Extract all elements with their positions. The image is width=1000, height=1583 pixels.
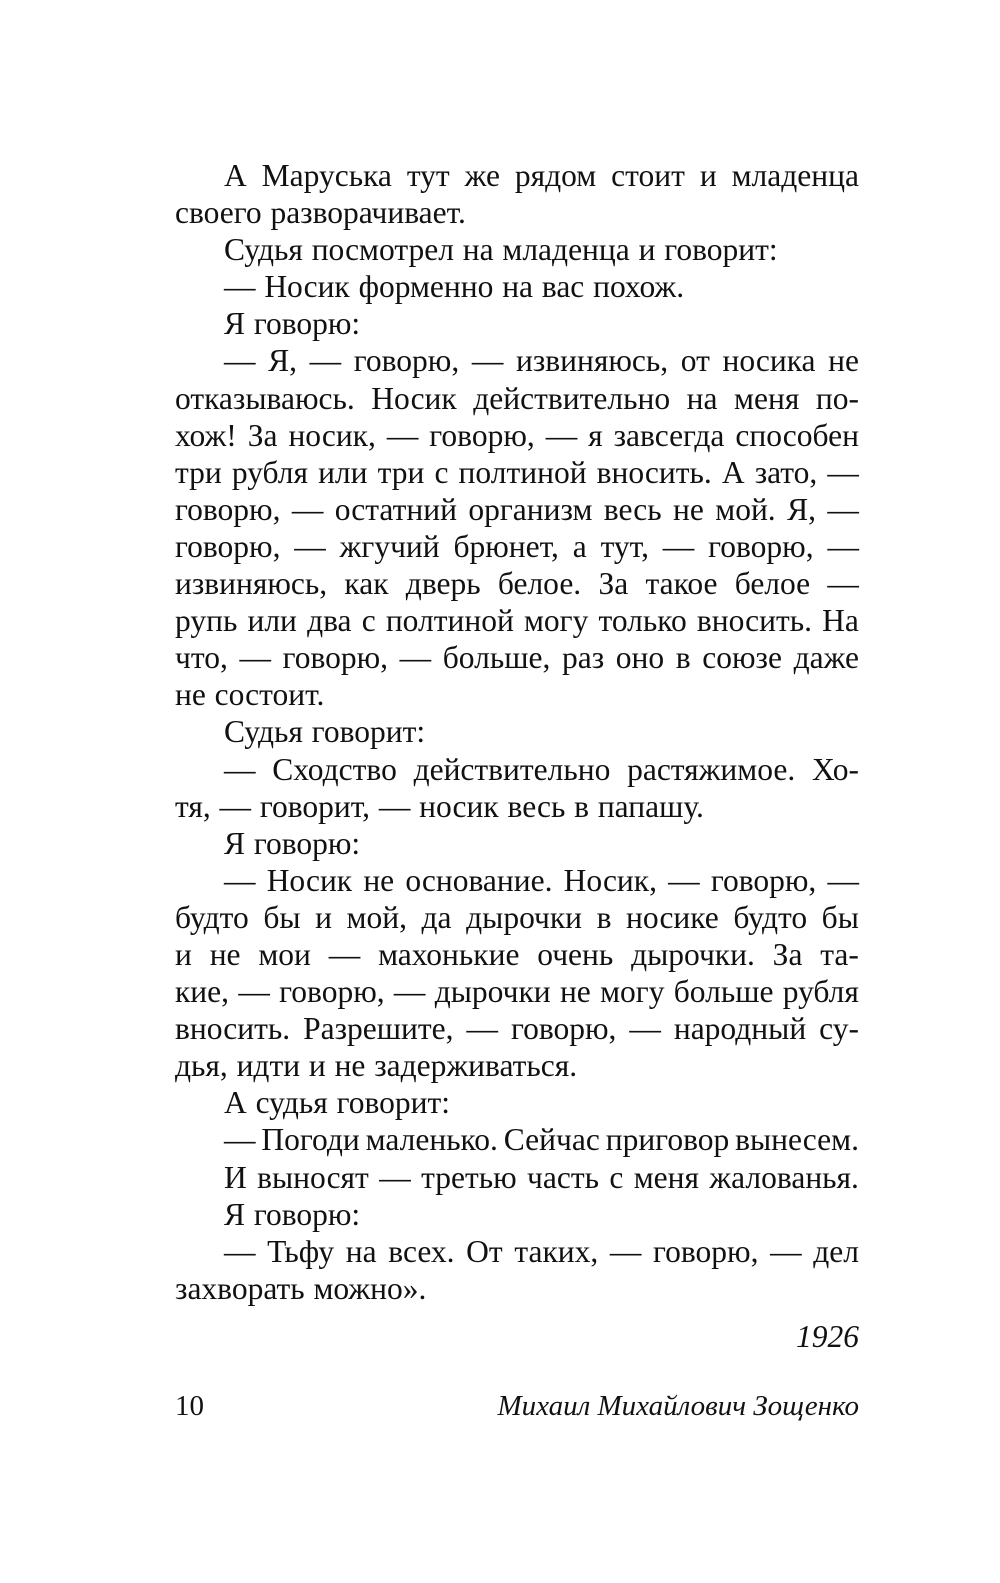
- text-line: [175, 862, 859, 899]
- word: такое: [645, 566, 718, 602]
- word: извиняюсь,: [175, 566, 328, 602]
- text-line: [175, 1270, 859, 1307]
- word: не: [363, 862, 395, 898]
- word: —: [609, 1233, 642, 1269]
- word: с: [361, 603, 376, 639]
- word: бы: [821, 899, 859, 935]
- word: на: [502, 269, 534, 305]
- word: мои: [258, 936, 311, 972]
- word: как: [344, 566, 389, 602]
- word: выносят: [257, 1159, 369, 1195]
- word: я: [588, 417, 603, 453]
- word: брюнет,: [453, 528, 559, 564]
- word: Я: [224, 825, 246, 861]
- word: говорю,: [708, 528, 814, 564]
- word: полтиной: [458, 454, 587, 490]
- word: стоит: [611, 158, 685, 193]
- word: носик,: [288, 417, 376, 453]
- word: а: [572, 528, 587, 564]
- word: не: [828, 343, 859, 379]
- text-line: [175, 231, 859, 268]
- word: говорю,: [175, 491, 281, 527]
- word: говорю,: [510, 1011, 617, 1047]
- word: —: [224, 269, 256, 305]
- word: приговор: [605, 1122, 730, 1158]
- word: дья,: [175, 1048, 228, 1084]
- word: —: [224, 343, 256, 379]
- word: папашу.: [597, 788, 704, 824]
- running-footer-author: Михаил Михайлович Зощенко: [497, 1390, 859, 1422]
- word: —: [224, 751, 256, 787]
- word: За: [247, 417, 278, 453]
- word: да: [421, 899, 452, 935]
- word: белое.: [497, 566, 582, 602]
- word: говорю,: [175, 528, 281, 564]
- word: младенца: [502, 232, 630, 268]
- word: действительно: [413, 751, 611, 787]
- word: всех.: [388, 1233, 455, 1269]
- word: извиняюсь,: [515, 343, 669, 379]
- word: И: [224, 1159, 247, 1195]
- text-line: [175, 565, 859, 602]
- text-line: [175, 1159, 859, 1196]
- text-line: [175, 825, 859, 862]
- text-line: [175, 268, 859, 305]
- word: своего: [175, 195, 262, 231]
- word: завсегда: [613, 417, 725, 453]
- word: Тьфу: [267, 1233, 335, 1269]
- word: —: [224, 1233, 256, 1269]
- word: Я: [224, 1196, 246, 1232]
- word: Носик,: [563, 862, 657, 898]
- word: два: [307, 603, 352, 639]
- word: —: [827, 528, 859, 564]
- word: часть: [527, 1159, 599, 1195]
- word: действительно: [473, 380, 671, 416]
- text-line: [175, 1233, 859, 1270]
- word: —: [378, 788, 411, 824]
- word: на: [686, 380, 718, 416]
- word: можно».: [313, 1270, 427, 1306]
- word: могу: [600, 974, 665, 1010]
- word: и: [308, 1048, 326, 1084]
- word: захворать: [175, 1270, 305, 1306]
- word: говорит:: [336, 1085, 451, 1121]
- word: говорит:: [311, 714, 426, 750]
- word: тя,: [175, 788, 211, 824]
- word: —: [224, 862, 256, 898]
- word: —: [224, 1122, 256, 1158]
- word: вынесем.: [735, 1122, 859, 1158]
- word: вносить.: [596, 454, 712, 490]
- word: тут,: [600, 528, 649, 564]
- word: состоит.: [214, 677, 325, 713]
- word: не: [209, 936, 241, 972]
- word: или: [318, 454, 368, 490]
- word: —: [386, 417, 419, 453]
- word: весь: [603, 491, 662, 527]
- word: вас: [541, 269, 585, 305]
- word: говорю:: [253, 1196, 361, 1232]
- word: —: [466, 1011, 498, 1047]
- word: союзе: [702, 640, 782, 676]
- word: на: [345, 1233, 377, 1269]
- word: с: [609, 1159, 624, 1195]
- word: больше: [673, 974, 774, 1010]
- text-line: [175, 491, 859, 528]
- word: —: [328, 936, 361, 972]
- word: А: [224, 158, 247, 193]
- text-line: [175, 380, 859, 417]
- word: —: [827, 862, 859, 898]
- word: тут: [406, 158, 450, 193]
- word: —: [239, 640, 271, 676]
- word: не: [334, 1048, 366, 1084]
- word: —: [827, 454, 859, 490]
- word: отказываюсь.: [175, 380, 355, 416]
- word: жгучий: [339, 528, 440, 564]
- word: носик: [419, 788, 499, 824]
- page-number: 10: [175, 1390, 204, 1422]
- word: Сейчас: [503, 1122, 600, 1158]
- word: говорю,: [710, 862, 817, 898]
- text-line: [175, 157, 859, 194]
- word: идти: [236, 1048, 301, 1084]
- word: раз: [561, 640, 605, 676]
- word: Судья: [224, 714, 303, 750]
- word: маленько.: [365, 1122, 498, 1158]
- word: очень: [537, 936, 614, 972]
- word: и: [638, 232, 656, 268]
- word: весь: [507, 788, 566, 824]
- word: говорю,: [429, 417, 535, 453]
- word: же: [464, 158, 500, 193]
- word: —: [827, 566, 859, 602]
- word: говорю,: [353, 343, 460, 379]
- word: с: [434, 454, 449, 490]
- text-line: [175, 194, 859, 231]
- word: в: [675, 640, 691, 676]
- word: Я,: [268, 343, 298, 379]
- word: задерживаться.: [374, 1048, 578, 1084]
- word: три: [175, 454, 222, 490]
- word: мой.: [715, 491, 776, 527]
- word: только: [598, 603, 687, 639]
- word: —: [309, 343, 342, 379]
- word: способен: [735, 417, 859, 453]
- text-line: [175, 1121, 859, 1158]
- word: будто: [175, 899, 249, 935]
- word: носике: [626, 899, 719, 935]
- word: вносить.: [696, 603, 813, 639]
- word: —: [379, 1159, 411, 1195]
- text-line: [175, 342, 859, 379]
- word: третью: [421, 1159, 517, 1195]
- word: не: [175, 677, 206, 713]
- word: и: [699, 158, 717, 193]
- word: —: [291, 491, 324, 527]
- text-line: [175, 899, 859, 936]
- word: Носик: [266, 862, 353, 898]
- word: меня: [633, 1159, 699, 1195]
- word: судья: [255, 1085, 328, 1121]
- text-line: [175, 973, 859, 1010]
- word: три: [377, 454, 425, 490]
- word: За: [598, 566, 629, 602]
- word: основание.: [405, 862, 553, 898]
- word: говорю,: [653, 1233, 759, 1269]
- word: рядом: [514, 158, 597, 193]
- word: говорю:: [253, 825, 361, 861]
- text-line: [175, 305, 859, 342]
- word: —: [662, 528, 695, 564]
- word: организм: [468, 491, 593, 527]
- word: полтиной: [385, 603, 514, 639]
- word: дырочки: [434, 974, 551, 1010]
- word: рупь: [175, 603, 238, 639]
- word: Сходство: [272, 751, 397, 787]
- word: меня: [734, 380, 800, 416]
- word: говорит:: [664, 232, 778, 268]
- word: будто: [733, 899, 808, 935]
- word: на: [462, 232, 494, 268]
- text-line: [175, 1196, 859, 1233]
- word: —: [294, 528, 326, 564]
- word: Носик: [264, 269, 350, 305]
- word: таких,: [514, 1233, 599, 1269]
- word: Погоди: [261, 1122, 360, 1158]
- word: говорю:: [253, 306, 361, 342]
- word: похож.: [593, 269, 685, 305]
- word: форменно: [358, 269, 494, 305]
- word: кие,: [175, 974, 230, 1010]
- word: разворачивает.: [270, 195, 466, 231]
- text-line: [175, 1010, 859, 1047]
- word: говорит,: [259, 788, 371, 824]
- word: Я,: [787, 491, 816, 527]
- word: —: [770, 1233, 802, 1269]
- word: —: [238, 974, 270, 1010]
- word: На: [822, 603, 859, 639]
- story-year: 1926: [796, 1319, 859, 1354]
- word: От: [466, 1233, 503, 1269]
- word: махонькие: [378, 936, 520, 972]
- word: —: [399, 640, 432, 676]
- text-line: [175, 713, 859, 750]
- text-line: [175, 639, 859, 676]
- word: мой,: [346, 899, 407, 935]
- word: —: [471, 343, 504, 379]
- word: и: [175, 936, 192, 972]
- word: —: [668, 862, 700, 898]
- word: не: [673, 491, 704, 527]
- text-line: [175, 751, 859, 788]
- word: Разрешите,: [303, 1011, 454, 1047]
- word: по-: [815, 380, 859, 416]
- word: белое: [734, 566, 811, 602]
- word: дверь: [405, 566, 481, 602]
- word: —: [629, 1011, 661, 1047]
- word: бы: [263, 899, 301, 935]
- word: Носик: [371, 380, 457, 416]
- word: За: [772, 936, 803, 972]
- word: А: [721, 454, 745, 490]
- word: рубля: [231, 454, 308, 490]
- text-line: [175, 936, 859, 973]
- word: рубля: [782, 974, 859, 1010]
- word: не: [559, 974, 591, 1010]
- word: жалованья.: [709, 1159, 859, 1195]
- word: говорю,: [282, 640, 389, 676]
- word: что,: [175, 640, 228, 676]
- word: дырочки: [466, 899, 583, 935]
- word: оно: [615, 640, 665, 676]
- text-line: [175, 528, 859, 565]
- word: младенца: [731, 158, 859, 193]
- word: остатний: [334, 491, 457, 527]
- word: —: [393, 974, 426, 1010]
- word: Я: [224, 306, 246, 342]
- text-line: [175, 1084, 859, 1121]
- word: Судья: [224, 232, 303, 268]
- word: даже: [793, 640, 859, 676]
- word: посмотрел: [311, 232, 454, 268]
- word: от: [680, 343, 710, 379]
- word: —: [827, 491, 859, 527]
- word: больше,: [442, 640, 551, 676]
- word: и: [315, 899, 332, 935]
- text-line: [175, 602, 859, 639]
- word: растяжимое.: [627, 751, 796, 787]
- word: хож!: [175, 417, 237, 453]
- word: —: [545, 417, 578, 453]
- word: в: [574, 788, 590, 824]
- word: в: [596, 899, 612, 935]
- text-line: [175, 417, 859, 454]
- text-line: [175, 676, 859, 713]
- text-line: [175, 788, 859, 825]
- word: или: [247, 603, 297, 639]
- word: носика: [722, 343, 816, 379]
- word: говорю,: [279, 974, 385, 1010]
- word: та-: [820, 936, 859, 972]
- text-line: [175, 454, 859, 491]
- word: дырочки.: [631, 936, 755, 972]
- word: могу: [523, 603, 589, 639]
- word: вносить.: [175, 1011, 291, 1047]
- text-line: [175, 1047, 859, 1084]
- word: су-: [819, 1011, 859, 1047]
- story-text: [175, 157, 859, 1307]
- word: народный: [673, 1011, 807, 1047]
- word: —: [219, 788, 252, 824]
- word: дел: [813, 1233, 859, 1269]
- word: зато,: [754, 454, 818, 490]
- word: Маруська: [261, 158, 392, 193]
- word: А: [224, 1085, 247, 1121]
- word: Хо-: [811, 751, 859, 787]
